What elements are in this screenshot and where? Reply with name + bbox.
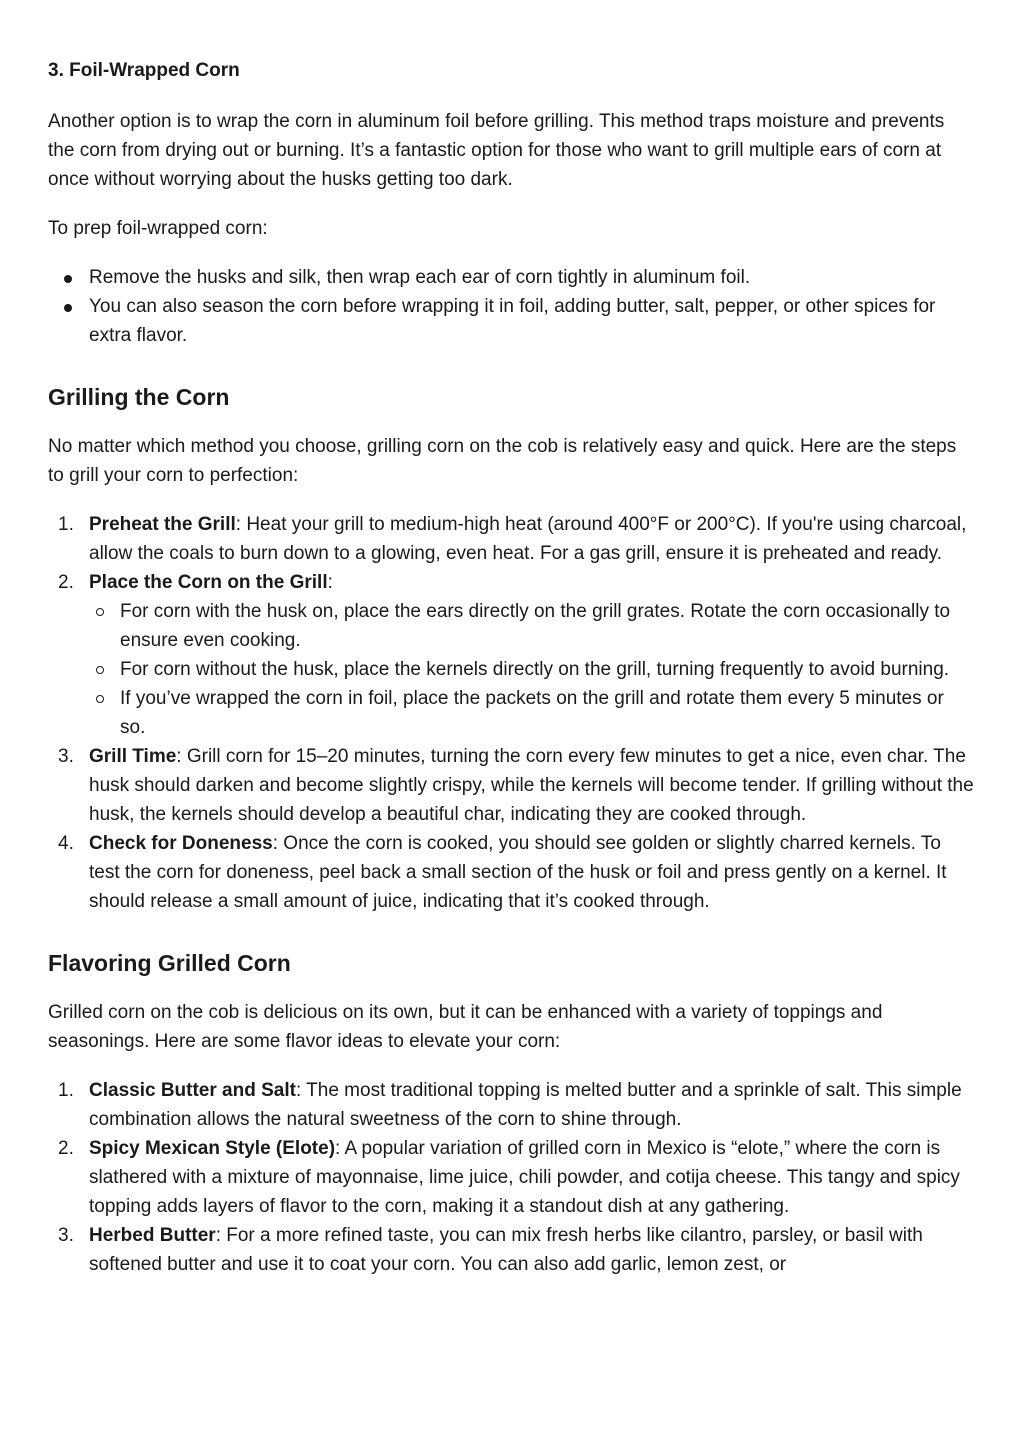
step-text: : Heat your grill to medium-high heat (around 400°F or 200°C). If you're using charcoal, allow the coals to burn down to a glowing, even heat. For a gas grill, ensure it is preheated and ready. [89, 514, 967, 564]
item-text: : For a more refined taste, you can mix fresh herbs like cilantro, parsley, or basil with softened butter and use it to coat your corn. You can also add garlic, lemon zest, or [89, 1225, 923, 1275]
list-number: 1. [58, 514, 74, 535]
grilling-steps-list [48, 510, 974, 916]
sub-list-item: For corn without the husk, place the kernels directly on the grill, turning frequently to avoid burning. [120, 655, 974, 684]
flavoring-list [48, 1076, 974, 1279]
list-number: 1. [58, 1080, 74, 1101]
list-item [58, 742, 974, 829]
item-title: Spicy Mexican Style (Elote) [89, 1138, 336, 1159]
list-number: 2. [58, 572, 74, 593]
item-title: Classic Butter and Salt [89, 1080, 296, 1101]
step-title: Grill Time [89, 746, 177, 767]
step-text: : Grill corn for 15–20 minutes, turning the corn every few minutes to get a nice, even char. The husk should darken and become slightly crispy, while the kernels will become tender. If grilling without the husk, the kernels should develop a beautiful char, indicating they are cooked through. [89, 746, 974, 825]
step-title: Preheat the Grill [89, 514, 236, 535]
list-number: 3. [58, 746, 74, 767]
list-item [58, 568, 974, 742]
foil-prep-label: To prep foil-wrapped corn: [48, 218, 268, 239]
item-title: Herbed Butter [89, 1225, 216, 1246]
item-text: : The most traditional topping is melted butter and a sprinkle of salt. This simple combination allows the natural sweetness of the corn to shine through. [89, 1080, 962, 1130]
grilling-intro-paragraph: No matter which method you choose, grilling corn on the cob is relatively easy and quick. Here are the steps to grill your corn to perfection: [48, 436, 957, 486]
sub-list-item: For corn with the husk on, place the ears directly on the grill grates. Rotate the corn occasionally to ensure even cooking. [120, 597, 974, 655]
step-text: : [327, 572, 333, 593]
list-item [58, 1076, 974, 1134]
grilling-heading: Grilling the Corn [48, 384, 230, 410]
list-item: You can also season the corn before wrapping it in foil, adding butter, salt, pepper, or other spices for extra flavor. [89, 292, 974, 350]
foil-intro-paragraph: Another option is to wrap the corn in aluminum foil before grilling. This method traps moisture and prevents the corn from drying out or burning. It’s a fantastic option for those who want to grill multiple ears of corn at once without worrying about the husks getting too dark. [48, 111, 945, 190]
list-number: 4. [58, 833, 74, 854]
list-item [58, 829, 974, 916]
item-text: : A popular variation of grilled corn in Mexico is “elote,” where the corn is slathered with a mixture of mayonnaise, lime juice, chili powder, and cotija cheese. This tangy and spicy topping adds layers of flavor to the corn, making it a standout dish at any gathering. [89, 1138, 960, 1217]
foil-wrapped-corn-heading: 3. Foil-Wrapped Corn [48, 60, 240, 81]
step-title: Check for Doneness [89, 833, 273, 854]
list-item [58, 510, 974, 568]
list-number: 2. [58, 1138, 74, 1159]
list-number: 3. [58, 1225, 74, 1246]
flavoring-intro-paragraph: Grilled corn on the cob is delicious on its own, but it can be enhanced with a variety of toppings and seasonings. Here are some flavor ideas to elevate your corn: [48, 1002, 883, 1052]
step-title: Place the Corn on the Grill [89, 572, 328, 593]
step-text: : Once the corn is cooked, you should see golden or slightly charred kernels. To test the corn for doneness, peel back a small section of the husk or foil and press gently on a kernel. It should release a small amount of juice, indicating that it’s cooked through. [89, 833, 947, 912]
list-item [58, 1221, 974, 1279]
list-item [58, 1134, 974, 1221]
foil-prep-list [48, 263, 974, 350]
sub-list-item: If you’ve wrapped the corn in foil, place the packets on the grill and rotate them every 5 minutes or so. [120, 684, 974, 742]
sub-list [89, 597, 974, 742]
list-item: Remove the husks and silk, then wrap each ear of corn tightly in aluminum foil. [89, 263, 974, 292]
flavoring-heading: Flavoring Grilled Corn [48, 950, 291, 976]
